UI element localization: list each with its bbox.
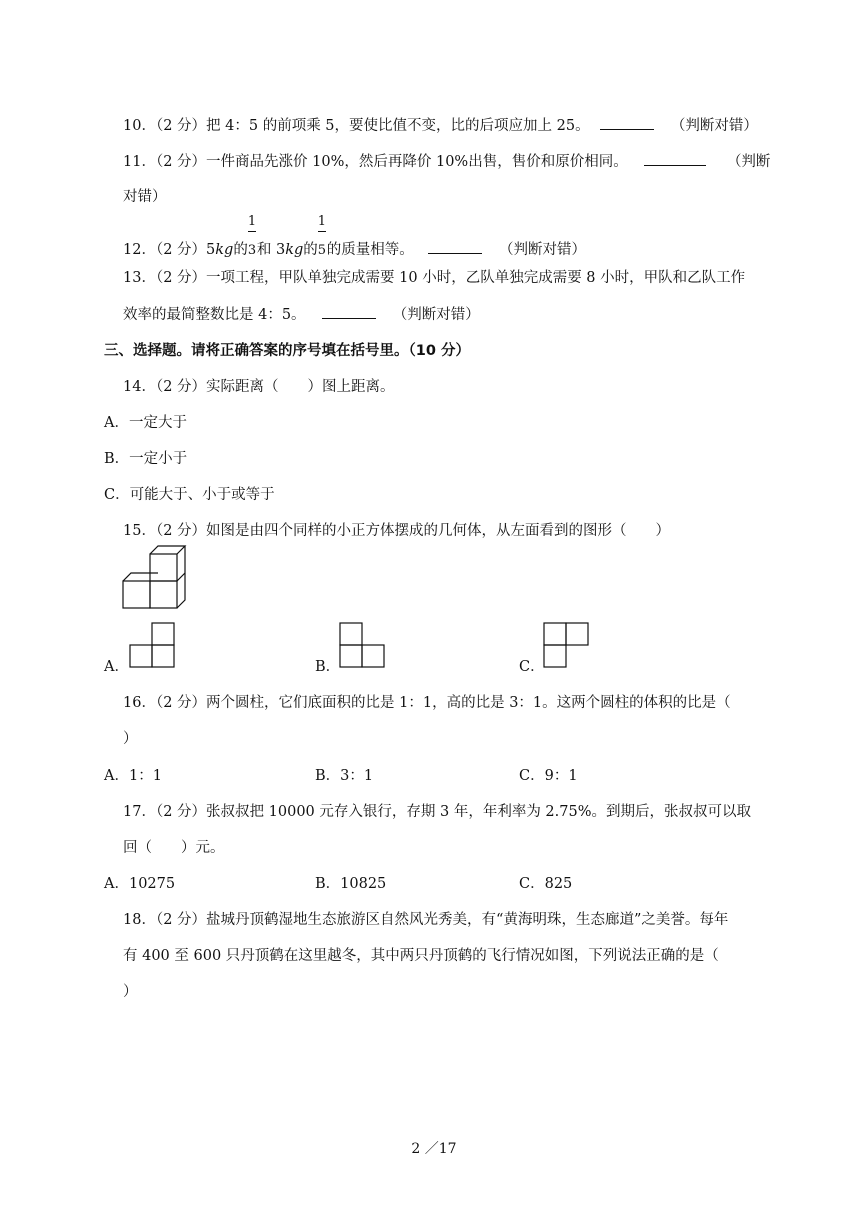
question-11-cont — [123, 185, 167, 206]
option-c[interactable]: C．9：1 — [519, 768, 578, 784]
option-a[interactable]: A．10275 — [104, 876, 176, 892]
judge-tag: （判断对错） — [392, 307, 480, 323]
question-10 — [123, 114, 758, 135]
fraction-denominator: 3 — [247, 243, 257, 258]
and-text: 和 3 — [256, 242, 286, 258]
unit-kg: kg — [215, 242, 234, 258]
judge-tag: （判断对错） — [498, 242, 586, 258]
judge-tag: （判断对错） — [670, 118, 758, 134]
question-12-suffix: 的质量相等。 — [326, 242, 414, 258]
option-c-figure[interactable] — [544, 622, 590, 668]
fraction-one-fifth — [317, 214, 327, 258]
question-17-cont: 回（ ）元。 — [123, 840, 225, 856]
option-b[interactable]: B． — [315, 659, 341, 675]
option-c[interactable]: C．825 — [519, 876, 573, 892]
option-a[interactable]: A．1：1 — [104, 768, 162, 784]
question-18: 18．（2 分）盐城丹顶鹤湿地生态旅游区自然风光秀美，有“黄海明珠，生态廊道”之美誉。每年 — [123, 912, 729, 928]
question-15: 15．（2 分）如图是由四个同样的小正方体摆成的几何体，从左面看到的图形（ ） — [123, 523, 671, 539]
question-16: 16．（2 分）两个圆柱，它们底面积的比是 1：1，高的比是 3：1。这两个圆柱的体积的比是（ — [123, 695, 731, 711]
fraction-numerator: 1 — [317, 214, 327, 229]
option-a[interactable]: A． — [104, 659, 129, 675]
option-a[interactable]: A．一定大于 — [104, 415, 187, 431]
question-13-line2: 效率的最简整数比是 4：5。 — [123, 307, 306, 323]
fraction-bar — [248, 231, 256, 232]
question-13 — [123, 266, 745, 287]
fraction-numerator: 1 — [247, 214, 257, 229]
fraction-denominator: 5 — [317, 243, 327, 258]
of-text: 的 — [233, 242, 248, 258]
question-10-text: 10．（2 分）把 4：5 的前项乘 5，要使比值不变，比的后项应加上 25。 — [123, 118, 590, 134]
answer-blank[interactable] — [322, 304, 376, 319]
question-18-cont: 有 400 至 600 只丹顶鹤在这里越冬，其中两只丹顶鹤的飞行情况如图，下列说法正确的是（ — [123, 948, 719, 964]
question-11-text: 11．（2 分）一件商品先涨价 10%，然后再降价 10%出售，售价和原价相同。 — [123, 154, 628, 170]
question-12-prefix: 12．（2 分）5 — [123, 242, 216, 258]
unit-kg: kg — [285, 242, 304, 258]
option-c[interactable]: C．可能大于、小于或等于 — [104, 487, 275, 503]
answer-blank[interactable] — [600, 115, 654, 130]
section-heading: 三、选择题。请将正确答案的序号填在括号里。（10 分） — [104, 343, 470, 359]
option-c[interactable]: C． — [519, 659, 545, 675]
option-b[interactable]: B．一定小于 — [104, 451, 188, 467]
cubes-figure — [122, 546, 186, 610]
of-text: 的 — [303, 242, 318, 258]
question-13-cont — [123, 303, 480, 324]
option-a-figure[interactable] — [130, 622, 176, 668]
option-b-figure[interactable] — [340, 622, 386, 668]
judge-tag-part2: 对错） — [123, 189, 167, 205]
fraction-one-third — [247, 214, 257, 258]
option-b[interactable]: B．10825 — [315, 876, 387, 892]
fraction-bar — [318, 231, 326, 232]
option-b[interactable]: B．3：1 — [315, 768, 374, 784]
judge-tag-part1: （判断 — [726, 154, 771, 170]
question-12 — [123, 214, 586, 259]
question-14: 14．（2 分）实际距离（ ）图上距离。 — [123, 379, 395, 395]
question-16-cont: ） — [123, 731, 138, 747]
answer-blank[interactable] — [428, 239, 482, 254]
question-18-cont2: ） — [123, 984, 138, 1000]
question-17: 17．（2 分）张叔叔把 10000 元存入银行，存期 3 年，年利率为 2.75%。到期后，张叔叔可以取 — [123, 804, 751, 820]
question-13-line1: 13．（2 分）一项工程，甲队单独完成需要 10 小时，乙队单独完成需要 8 小时，甲队和乙队工作 — [123, 270, 746, 286]
page-number: 2 ／17 — [411, 1141, 457, 1157]
answer-blank[interactable] — [644, 151, 706, 166]
question-11 — [123, 150, 770, 171]
